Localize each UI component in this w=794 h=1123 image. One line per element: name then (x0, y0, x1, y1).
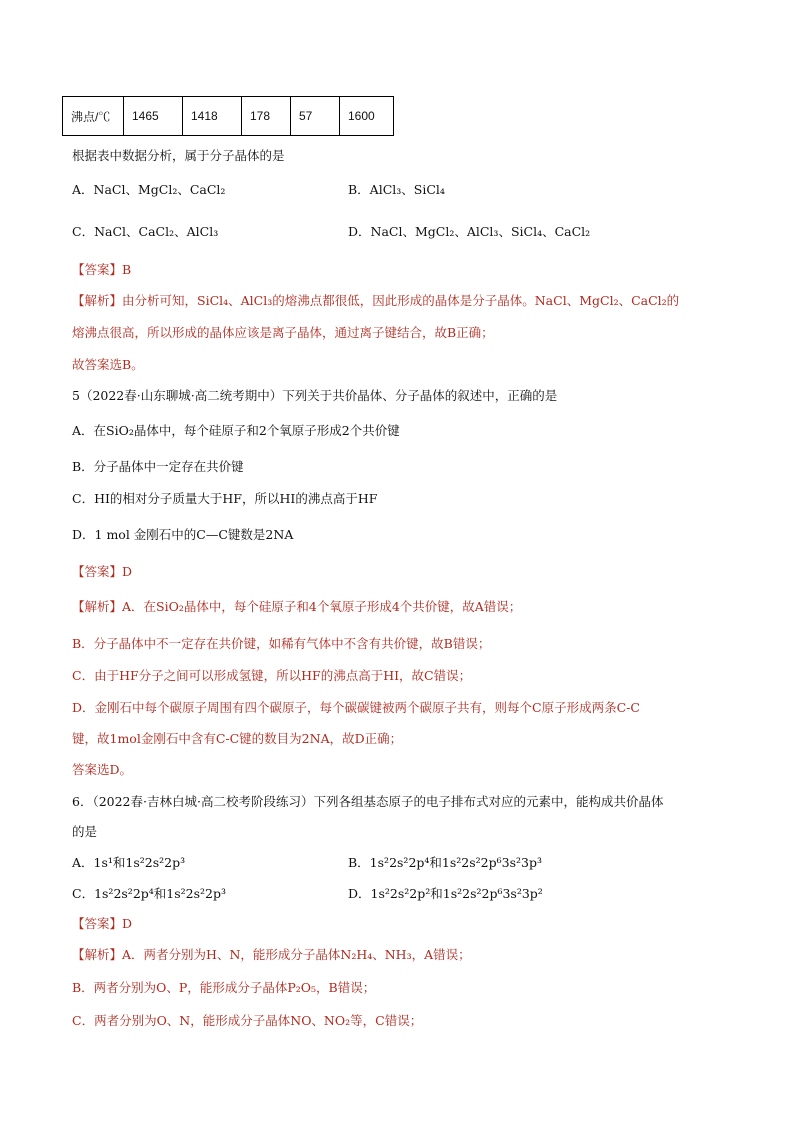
analysis-line: D．金刚石中每个碳原子周围有四个碳原子，每个碳碳键被两个碳原子共有，则每个C原子形成两条C-C (72, 700, 640, 715)
table-cell: 57 (291, 97, 340, 136)
option-b: B．AlCl₃、SiCl₄ (348, 182, 445, 197)
option-a: A．NaCl、MgCl₂、CaCl₂ (72, 182, 226, 197)
analysis-conclusion: 答案选D。 (72, 762, 133, 777)
table-cell: 1418 (183, 97, 242, 136)
analysis-text: A．两者分别为H、N，能形成分子晶体N₂H₄、NH₃，A错误； (122, 947, 471, 962)
answer-label: 【答案】D (72, 564, 133, 579)
option-d: D．NaCl、MgCl₂、AlCl₃、SiCl₄、CaCl₂ (348, 224, 591, 239)
analysis-line: C．两者分别为O、N，能形成分子晶体NO、NO₂等，C错误； (72, 1013, 423, 1028)
option-c: C．1s²2s²2p⁴和1s²2s²2p³ (72, 886, 227, 901)
table-cell: 1600 (340, 97, 394, 136)
option-d: D．1 mol 金刚石中的C—C键数是2NA (72, 527, 294, 542)
option-c: C．HI的相对分子质量大于HF，所以HI的沸点高于HF (72, 491, 378, 506)
analysis-line: 熔沸点很高，所以形成的晶体应该是离子晶体，通过离子键结合，故B正确； (72, 325, 494, 340)
analysis-line (72, 597, 521, 615)
analysis-line (72, 945, 471, 963)
table-header-cell: 沸点/℃ (63, 97, 124, 136)
analysis-label: 【解析】 (72, 293, 123, 308)
question-stem: 5（2022春·山东聊城·高二统考期中）下列关于共价晶体、分子晶体的叙述中，正确的是 (72, 388, 558, 403)
answer-label: 【答案】D (72, 916, 133, 931)
option-b: B．1s²2s²2p⁴和1s²2s²2p⁶3s²3p³ (348, 855, 542, 870)
table-row (63, 97, 394, 136)
analysis-line: 键，故1mol金刚石中含有C-C键的数目为2NA，故D正确； (72, 731, 403, 746)
analysis-line: B．两者分别为O、P，能形成分子晶体P₂O₅，B错误； (72, 980, 376, 995)
boiling-point-table (62, 96, 394, 136)
analysis-line: B．分子晶体中不一定存在共价键，如稀有气体中不含有共价键，故B错误； (72, 636, 491, 651)
question-stem: 6．（2022春·吉林白城·高二校考阶段练习）下列各组基态原子的电子排布式对应的元素中，能构成共价晶体 (72, 794, 664, 809)
option-a: A．在SiO₂晶体中，每个硅原子和2个氧原子形成2个共价键 (72, 423, 400, 438)
question-stem: 根据表中数据分析，属于分子晶体的是 (72, 148, 285, 163)
analysis-label: 【解析】 (72, 947, 123, 962)
analysis-conclusion: 故答案选B。 (72, 357, 144, 372)
option-b: B．分子晶体中一定存在共价键 (72, 459, 244, 474)
analysis-line (72, 291, 679, 309)
table-cell: 178 (242, 97, 291, 136)
analysis-label: 【解析】 (72, 599, 123, 614)
question-stem-cont: 的是 (72, 824, 98, 839)
option-d: D．1s²2s²2p²和1s²2s²2p⁶3s²3p² (348, 886, 543, 901)
table-cell: 1465 (124, 97, 183, 136)
option-c: C．NaCl、CaCl₂、AlCl₃ (72, 224, 219, 239)
analysis-line: C．由于HF分子之间可以形成氢键，所以HF的沸点高于HI，故C错误； (72, 668, 472, 683)
analysis-text: 由分析可知，SiCl₄、AlCl₃的熔沸点都很低，因此形成的晶体是分子晶体。NaCl、MgCl₂、CaCl₂的 (122, 293, 680, 308)
analysis-text: A．在SiO₂晶体中，每个硅原子和4个氧原子形成4个共价键，故A错误； (122, 599, 522, 614)
answer-label: 【答案】B (72, 262, 132, 277)
option-a: A．1s¹和1s²2s²2p³ (72, 855, 186, 870)
